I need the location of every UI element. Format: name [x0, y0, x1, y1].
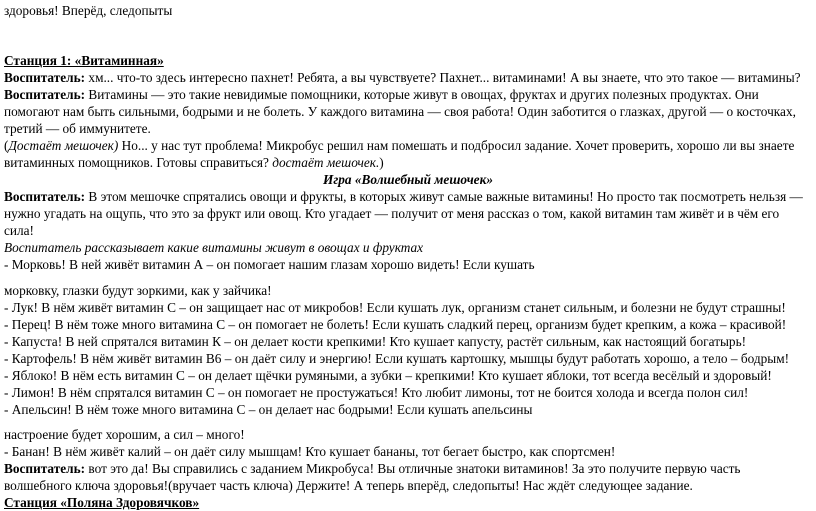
speaker-label: Воспитатель: [4, 461, 86, 476]
speech-text: Витамины — это такие невидимые помощники, которые живут в овощах, фруктах и других полезных продуктах. Они [85, 87, 759, 102]
list-item: - Перец! В нём тоже много витамина С – он помогает не болеть! Если кушать сладкий перец, организм будет крепким, а кожа – красивой! [4, 317, 787, 332]
paragraph-line [4, 86, 759, 103]
stage-direction: Воспитатель рассказывает какие витамины живут в овощах и фруктах [4, 240, 424, 255]
speech-text: В этом мешочке спрятались овощи и фрукты, в которых живут самые важные витамины! Но просто так посмотреть нельзя — [85, 189, 803, 204]
text-line: третий — об иммунитете. [4, 121, 151, 136]
list-item: - Апельсин! В нём тоже много витамина С – он делает нас бодрыми! Если кушать апельсины [4, 402, 533, 417]
speech-text: хм... что-то здесь интересно пахнет! Ребята, а вы чувствуете? Пахнет... витаминами! А вы знаете, что это такое — витамины? [85, 70, 801, 85]
list-item: - Яблоко! В нём есть витамин С – он делает щёчки румяными, а зубки – крепкими! Кто кушает яблоки, тот всегда весёлый и здоровый! [4, 368, 772, 383]
list-item: морковку, глазки будут зоркими, как у зайчика! [4, 283, 272, 298]
list-item: настроение будет хорошим, а сил – много! [4, 427, 245, 442]
speech-text: витаминных помощников. Готовы справиться? [4, 155, 273, 170]
speaker-label: Воспитатель: [4, 87, 86, 102]
station-1-heading: Станция 1: «Витаминная» [4, 53, 164, 68]
text-line: сила! [4, 223, 34, 238]
paren: ) [379, 155, 384, 170]
text-line: здоровья! Вперёд, следопыты [4, 3, 173, 18]
list-item: - Капуста! В ней спрятался витамин К – он делает кости крепкими! Кто кушает капусту, растёт сильным, как настоящий богатырь! [4, 334, 747, 349]
game-heading: Игра «Волшебный мешочек» [323, 172, 493, 187]
paragraph-line [4, 460, 741, 477]
speaker-label: Воспитатель: [4, 189, 86, 204]
speaker-label: Воспитатель: [4, 70, 86, 85]
list-item: - Лук! В нём живёт витамин С – он защищает нас от микробов! Если кушать лук, организм станет сильным, и болезни не будут страшны! [4, 300, 786, 315]
station-2-heading: Станция «Поляна Здоровячков» [4, 495, 200, 510]
paragraph-line [4, 154, 384, 171]
stage-direction: достаёт мешочек. [272, 155, 380, 170]
list-item: - Лимон! В нём спрятался витамин С – он помогает не простужаться! Кто любит лимоны, тот не боится холода и всегда полон сил! [4, 385, 749, 400]
list-item: - Морковь! В ней живёт витамин А – он помогает нашим глазам хорошо видеть! Если кушать [4, 257, 535, 272]
text-line: помогают нам быть сильными, бодрыми и не болеть. У каждого витамина — своя работа! Один заботится о глазках, другой — о косточках, [4, 104, 796, 119]
list-item: - Банан! В нём живёт калий – он даёт силу мышцам! Кто кушает бананы, тот бегает быстро, как спортсмен! [4, 444, 616, 459]
speech-text: Но... у нас тут проблема! Микробус решил нам помешать и подбросил задание. Хочет проверить, хорошо ли вы знаете [118, 138, 795, 153]
paragraph-line [4, 137, 794, 154]
text-line: волшебного ключа здоровья!(вручает часть ключа) Держите! А теперь вперёд, следопыты! Нас ждёт следующее задание. [4, 478, 693, 493]
stage-direction: Достаёт мешочек) [8, 138, 119, 153]
speech-text: вот это да! Вы справились с заданием Микробуса! Вы отличные знатоки витаминов! За это получите первую часть [85, 461, 741, 476]
list-item: - Картофель! В нём живёт витамин В6 – он даёт силу и энергию! Если кушать картошку, мышцы будут работать хорошо, а тело – бодрым! [4, 351, 790, 366]
text-line: нужно угадать на ощупь, что это за фрукт или овощ. Кто угадает — получит от меня рассказ о том, какой витамин там живёт и в чём его [4, 206, 780, 221]
paren: ( [4, 138, 9, 153]
paragraph-line [4, 69, 801, 86]
paragraph-line [4, 188, 803, 205]
